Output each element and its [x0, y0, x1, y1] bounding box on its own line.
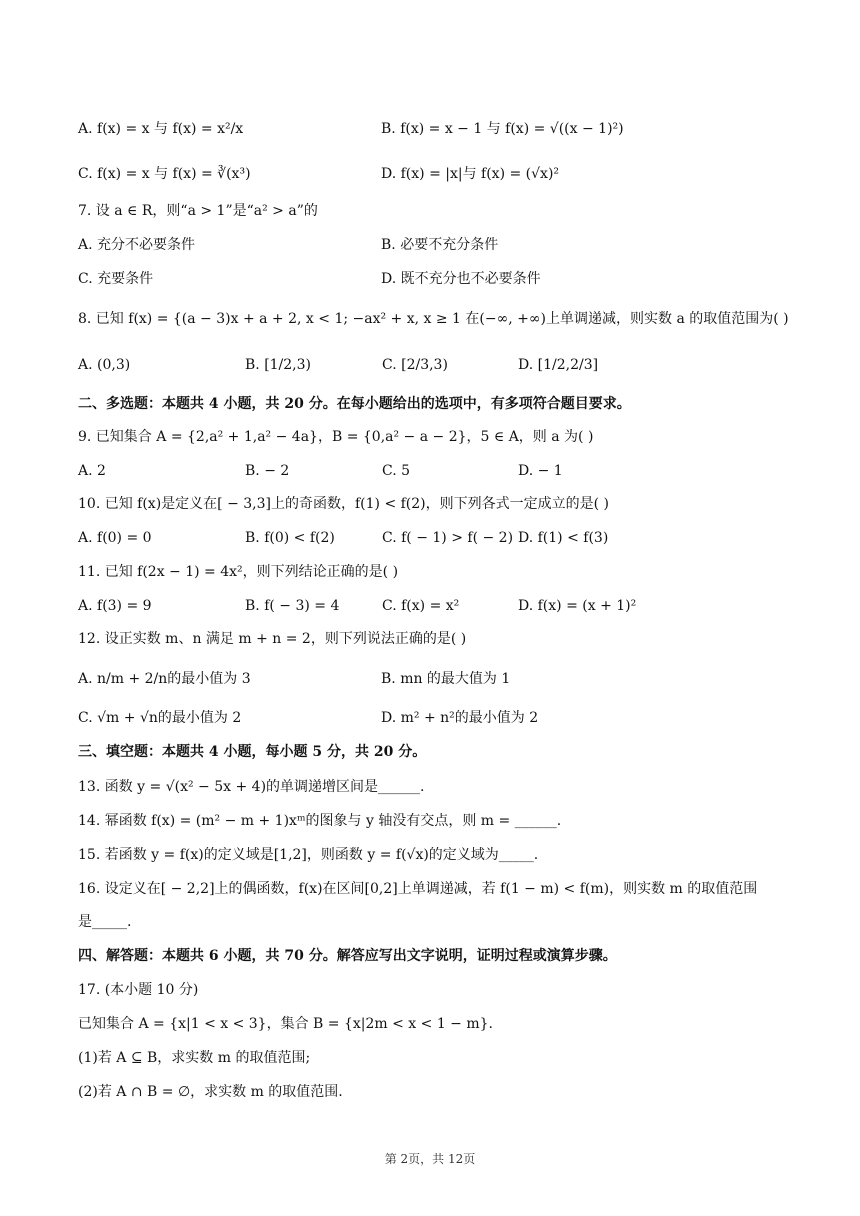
q10-option-c: C. f( − 1) > f( − 2): [382, 530, 514, 546]
q7-option-c: C. 充要条件: [78, 271, 154, 287]
q11-option-a: A. f(3) = 9: [78, 598, 152, 614]
q8-option-c: C. [2/3,3): [382, 357, 448, 373]
q12-stem: 12. 设正实数 m、n 满足 m + n = 2，则下列说法正确的是( ): [78, 631, 467, 647]
q7-option-a: A. 充分不必要条件: [78, 237, 196, 253]
q7-stem: 7. 设 a ∈ R，则“a > 1”是“a² > a”的: [78, 203, 318, 219]
q13-stem: 13. 函数 y = √(x² − 5x + 4)的单调递增区间是______.: [78, 779, 425, 795]
q17-statement: 已知集合 A = {x|1 < x < 3}，集合 B = {x|2m < x < 1 − m}.: [78, 1016, 493, 1032]
q12-option-b: B. mn 的最大值为 1: [381, 671, 511, 687]
q6-option-b: B. f(x) = x − 1 与 f(x) = √((x − 1)²): [381, 121, 624, 137]
q12-option-a: A. n/m + 2/n的最小值为 3: [78, 671, 251, 687]
q16-stem-continued: 是_____.: [78, 914, 132, 930]
q9-option-b: B. − 2: [245, 463, 290, 479]
q10-option-b: B. f(0) < f(2): [245, 530, 335, 546]
q8-option-b: B. [1/2,3): [245, 357, 312, 373]
q9-option-a: A. 2: [78, 463, 106, 479]
q6-option-c: C. f(x) = x 与 f(x) = ∛(x³): [78, 166, 251, 182]
q9-option-c: C. 5: [382, 463, 411, 479]
q10-stem: 10. 已知 f(x)是定义在[ − 3,3]上的奇函数，f(1) < f(2)，则下列各式一定成立的是( ): [78, 496, 610, 512]
q15-stem: 15. 若函数 y = f(x)的定义域是[1,2]，则函数 y = f(√x)的定义域为_____.: [78, 847, 539, 863]
q10-option-a: A. f(0) = 0: [78, 530, 152, 546]
q7-option-b: B. 必要不充分条件: [381, 237, 499, 253]
section-3-heading: 三、填空题：本题共 4 小题，每小题 5 分，共 20 分。: [78, 744, 427, 760]
q11-option-d: D. f(x) = (x + 1)²: [518, 598, 637, 614]
q17-part-2: (2)若 A ∩ B = ∅，求实数 m 的取值范围.: [78, 1084, 343, 1100]
q10-option-d: D. f(1) < f(3): [518, 530, 609, 546]
q8-option-a: A. (0,3): [78, 357, 131, 373]
page-footer: 第 2页，共 12页: [384, 1152, 476, 1166]
q12-option-d: D. m² + n²的最小值为 2: [381, 710, 539, 726]
q6-option-a: A. f(x) = x 与 f(x) = x²/x: [78, 121, 244, 137]
q8-stem: 8. 已知 f(x) = {(a − 3)x + a + 2, x < 1; −ax² + x, x ≥ 1 在(−∞, +∞)上单调递减，则实数 a 的取值范围为( ): [78, 311, 789, 327]
q17-part-1: (1)若 A ⊆ B，求实数 m 的取值范围;: [78, 1050, 311, 1066]
q11-option-c: C. f(x) = x²: [382, 598, 460, 614]
section-2-heading: 二、多选题：本题共 4 小题，共 20 分。在每小题给出的选项中，有多项符合题目要求。: [78, 396, 631, 412]
q8-option-d: D. [1/2,2/3]: [518, 357, 599, 373]
q16-stem: 16. 设定义在[ − 2,2]上的偶函数，f(x)在区间[0,2]上单调递减，若 f(1 − m) < f(m)，则实数 m 的取值范围: [78, 881, 758, 897]
q9-option-d: D. − 1: [518, 463, 563, 479]
q17-title: 17. (本小题 10 分): [78, 982, 199, 998]
section-4-heading: 四、解答题：本题共 6 小题，共 70 分。解答应写出文字说明，证明过程或演算步骤。: [78, 948, 617, 964]
q11-stem: 11. 已知 f(2x − 1) = 4x²，则下列结论正确的是( ): [78, 564, 399, 580]
q12-option-c: C. √m + √n的最小值为 2: [78, 710, 242, 726]
q6-option-d: D. f(x) = |x|与 f(x) = (√x)²: [381, 166, 560, 182]
q9-stem: 9. 已知集合 A = {2,a² + 1,a² − 4a}，B = {0,a² − a − 2}，5 ∈ A，则 a 为( ): [78, 429, 594, 445]
q11-option-b: B. f( − 3) = 4: [245, 598, 340, 614]
q7-option-d: D. 既不充分也不必要条件: [381, 271, 541, 287]
q14-stem: 14. 幂函数 f(x) = (m² − m + 1)xᵐ的图象与 y 轴没有交点，则 m = ______.: [78, 813, 562, 829]
